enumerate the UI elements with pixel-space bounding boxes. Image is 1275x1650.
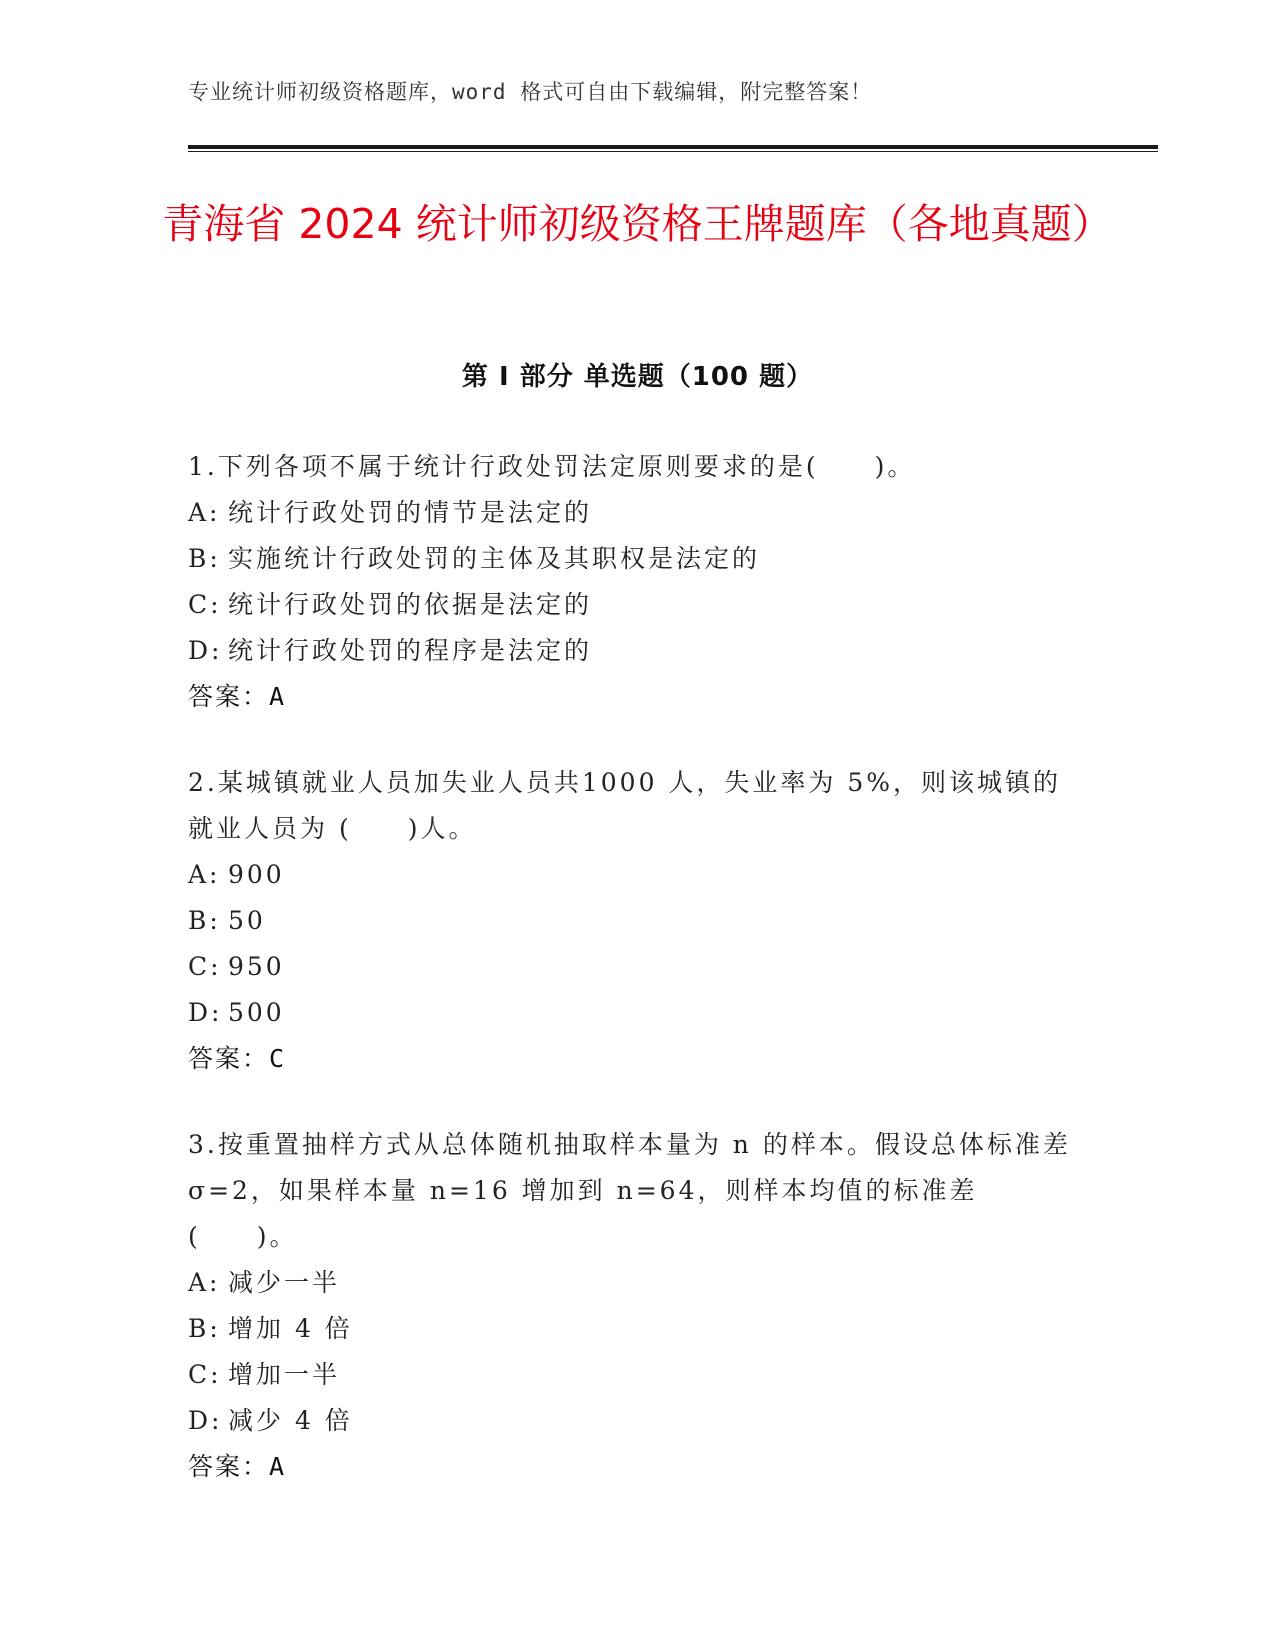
option-a xyxy=(188,852,1078,898)
option-text: 500 xyxy=(228,998,285,1027)
section-heading: 第 I 部分 单选题（100 题） xyxy=(461,362,814,392)
option-text: 统计行政处罚的依据是法定的 xyxy=(228,590,593,619)
option-b xyxy=(188,898,1078,944)
question-stem: 3.按重置抽样方式从总体随机抽取样本量为 n 的样本。假设总体标准差 σ=2，如果样本量 n=16 增加到 n=64，则样本均值的标准差( )。 xyxy=(188,1130,1071,1251)
option-letter: A: xyxy=(188,860,221,889)
option-text: 增加 4 倍 xyxy=(228,1314,353,1343)
option-c xyxy=(188,944,1078,990)
question-2 xyxy=(188,760,1078,1082)
question-3 xyxy=(188,1122,1078,1490)
option-d xyxy=(188,1398,1078,1444)
option-text: 950 xyxy=(228,952,285,981)
option-letter: B: xyxy=(188,906,221,935)
option-text: 50 xyxy=(228,906,266,935)
option-b xyxy=(188,1306,1078,1352)
question-stem: 1.下列各项不属于统计行政处罚法定原则要求的是( )。 xyxy=(188,452,916,481)
option-text: 减少 4 倍 xyxy=(228,1406,353,1435)
option-letter: A: xyxy=(188,498,221,527)
header-note: 专业统计师初级资格题库，word 格式可自由下载编辑，附完整答案！ xyxy=(188,80,873,104)
option-b xyxy=(188,536,1078,582)
option-text: 统计行政处罚的程序是法定的 xyxy=(228,636,593,665)
header-rule-thick xyxy=(188,145,1158,149)
question-stem: 2.某城镇就业人员加失业人员共1000 人，失业率为 5%，则该城镇的就业人员为 ( )人。 xyxy=(188,768,1062,843)
option-letter: C: xyxy=(188,1360,222,1389)
option-a xyxy=(188,1260,1078,1306)
answer-line: 答案：A xyxy=(188,682,287,711)
option-text: 减少一半 xyxy=(228,1268,341,1297)
option-letter: A: xyxy=(188,1268,221,1297)
option-letter: B: xyxy=(188,1314,221,1343)
option-text: 统计行政处罚的情节是法定的 xyxy=(228,498,593,527)
header-rule-thin xyxy=(188,151,1158,152)
option-text: 实施统计行政处罚的主体及其职权是法定的 xyxy=(228,544,761,573)
option-a xyxy=(188,490,1078,536)
option-c xyxy=(188,582,1078,628)
option-c xyxy=(188,1352,1078,1398)
option-text: 增加一半 xyxy=(228,1360,341,1389)
option-letter: D: xyxy=(188,1406,223,1435)
option-letter: D: xyxy=(188,636,223,665)
answer-line: 答案：A xyxy=(188,1452,287,1481)
option-text: 900 xyxy=(228,860,285,889)
document-title: 青海省 2024 统计师初级资格王牌题库（各地真题） xyxy=(162,200,1113,248)
question-1 xyxy=(188,444,1078,720)
option-letter: B: xyxy=(188,544,221,573)
option-d xyxy=(188,628,1078,674)
answer-line: 答案：C xyxy=(188,1044,287,1073)
question-list xyxy=(188,444,1078,1530)
option-letter: C: xyxy=(188,590,222,619)
option-d xyxy=(188,990,1078,1036)
option-letter: C: xyxy=(188,952,222,981)
option-letter: D: xyxy=(188,998,223,1027)
